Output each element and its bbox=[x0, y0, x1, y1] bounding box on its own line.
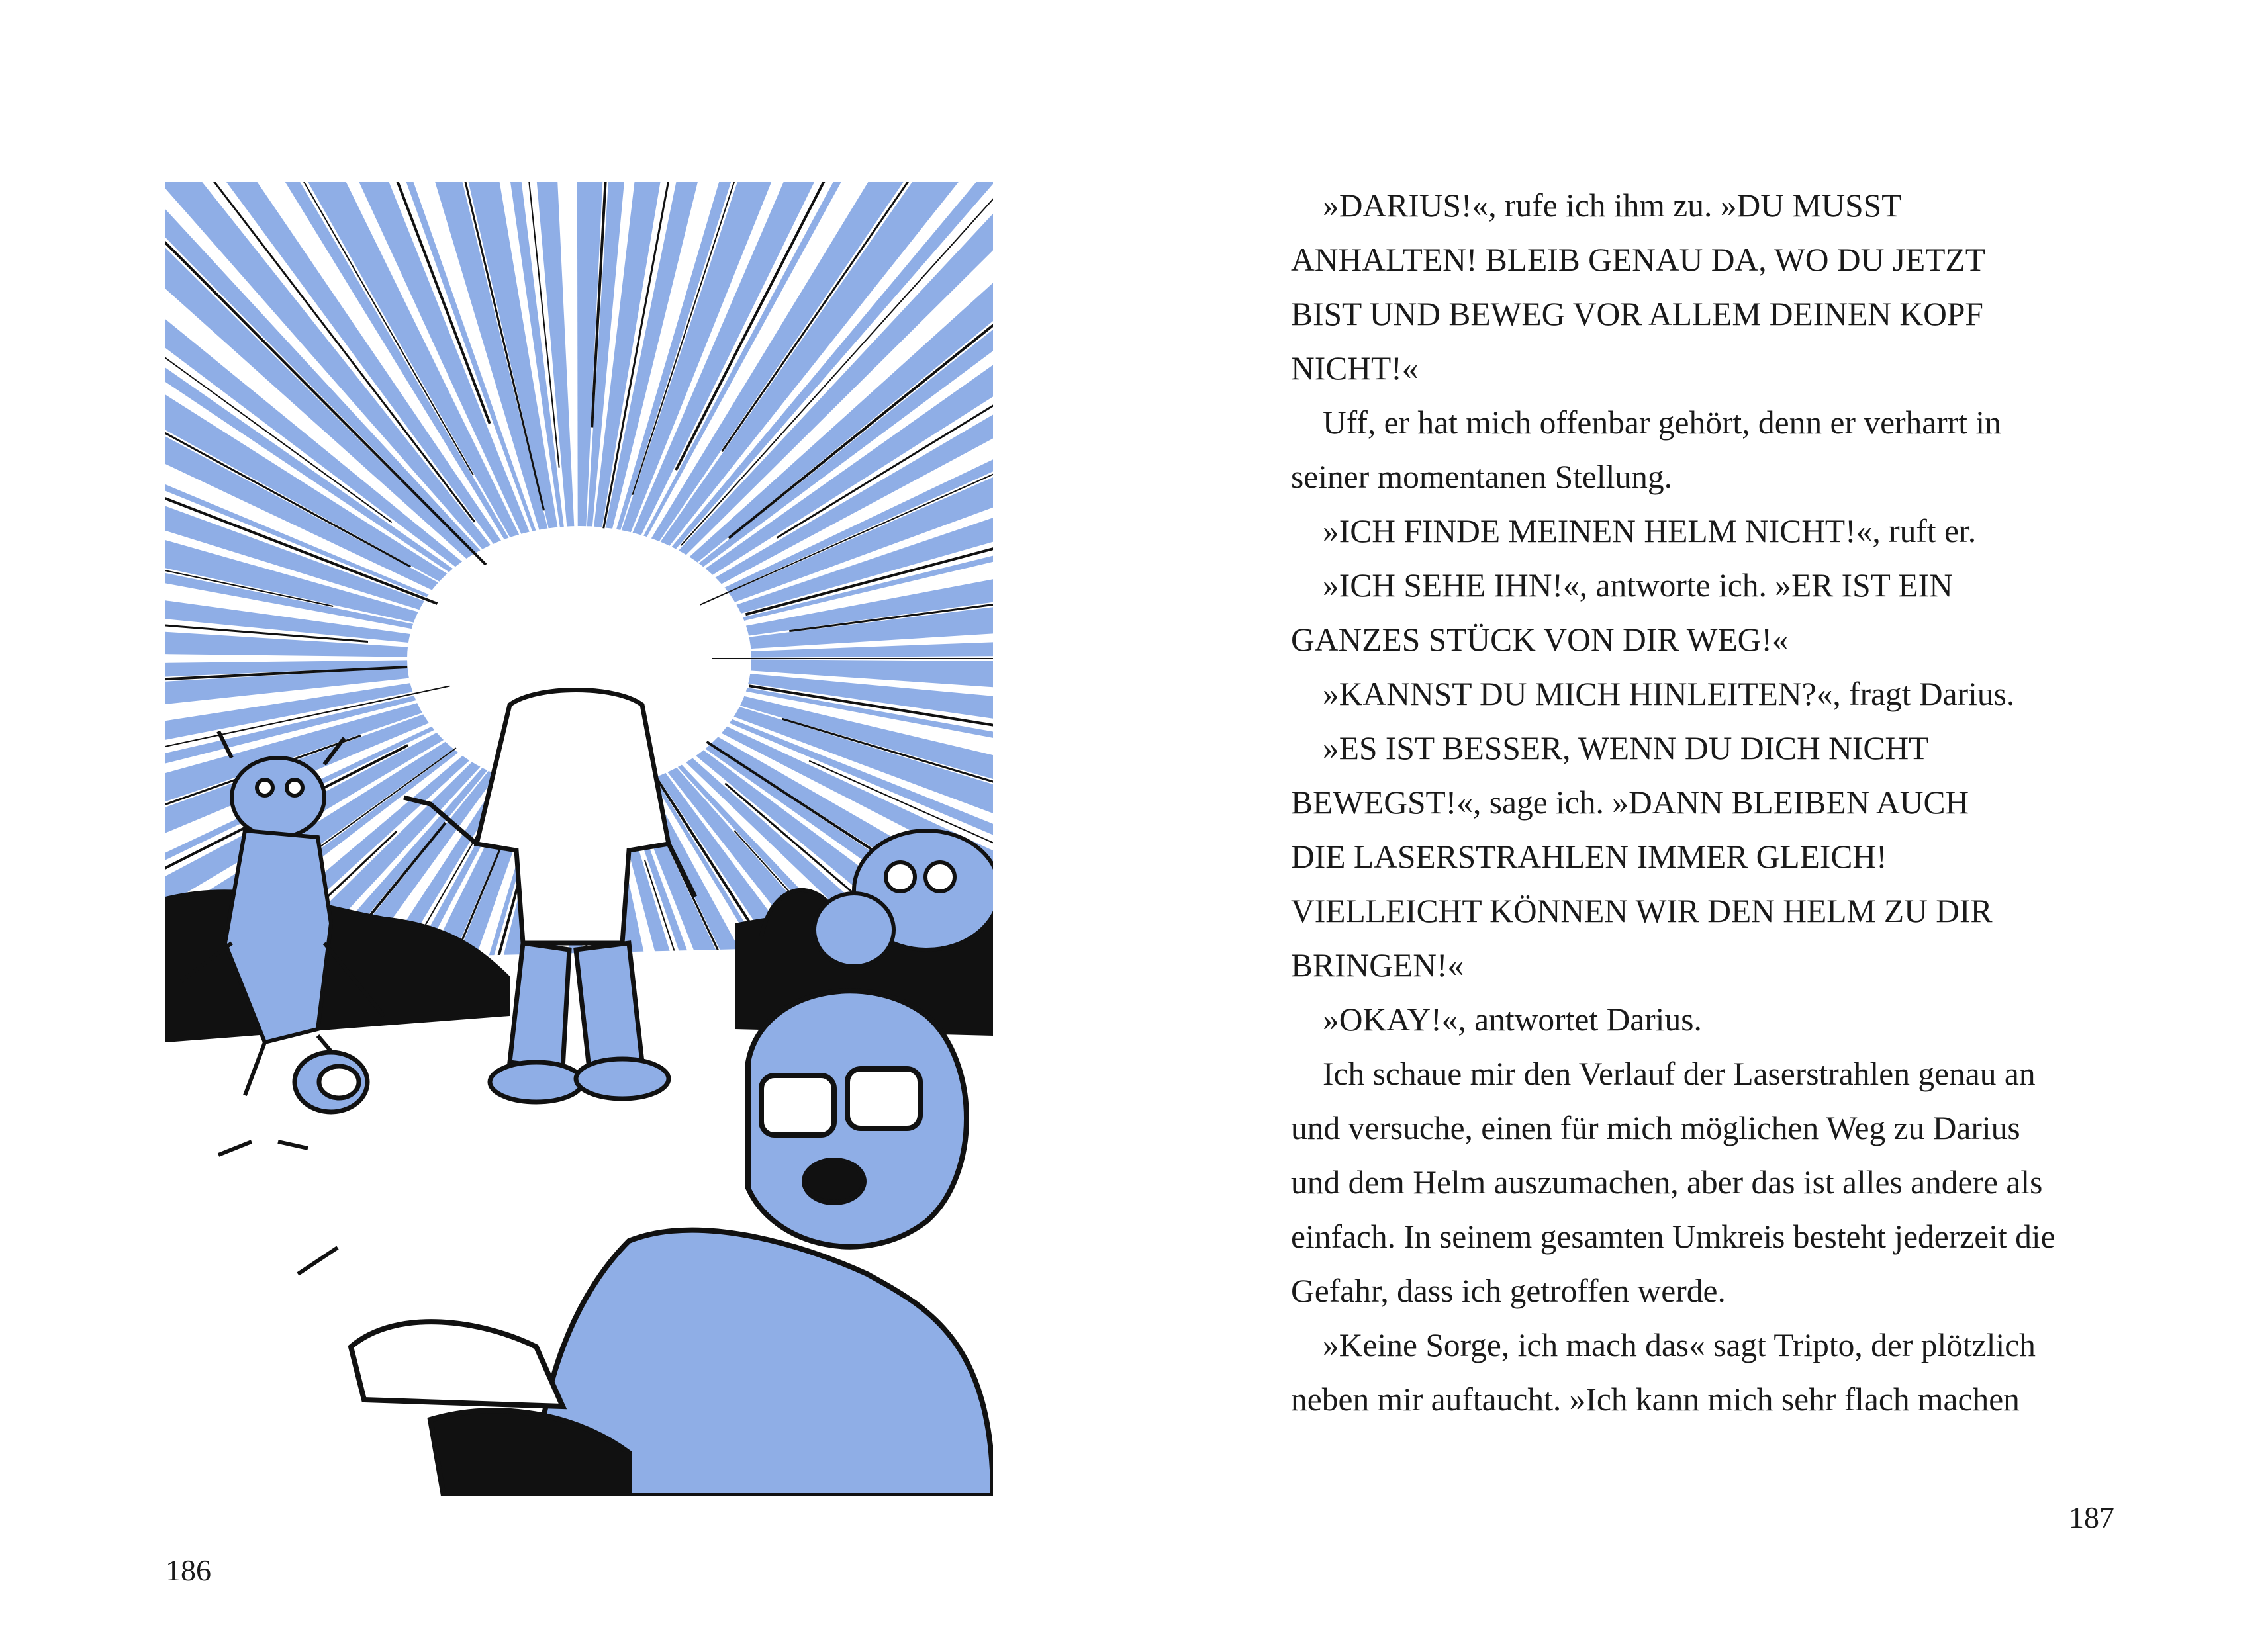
text-line: »OKAY!«, antwortet Darius. bbox=[1323, 1001, 1702, 1038]
text-line: »ICH FINDE MEINEN HELM NICHT!«, ruft er. bbox=[1323, 513, 1977, 549]
text-line: GANZES STÜCK VON DIR WEG!« bbox=[1291, 621, 1789, 658]
text-line: und versuche, einen für mich möglichen Weg zu Darius bbox=[1291, 1110, 2020, 1146]
text-line: »ES IST BESSER, WENN DU DICH NICHT bbox=[1323, 730, 1929, 766]
paragraph bbox=[1291, 667, 2132, 721]
text-line: »DARIUS!«, rufe ich ihm zu. »DU MUSST bbox=[1323, 187, 1902, 224]
text-line: BIST UND BEWEG VOR ALLEM DEINEN KOPF bbox=[1291, 296, 1983, 332]
paragraph bbox=[1291, 993, 2132, 1047]
text-line: seiner momentanen Stellung. bbox=[1291, 459, 1672, 495]
page-number-left: 186 bbox=[165, 1553, 211, 1587]
paragraph bbox=[1291, 1318, 2132, 1427]
text-line: DIE LASERSTRAHLEN IMMER GLEICH! bbox=[1291, 839, 1887, 875]
text-line: BEWEGST!«, sage ich. »DANN BLEIBEN AUCH bbox=[1291, 784, 1969, 821]
body-text bbox=[1291, 179, 2132, 1427]
text-line: »Keine Sorge, ich mach das« sagt Tripto, der plötzlich bbox=[1323, 1327, 2036, 1363]
paragraph bbox=[1291, 396, 2132, 504]
paragraph bbox=[1291, 559, 2132, 667]
text-line: NICHT!« bbox=[1291, 350, 1419, 387]
paragraph bbox=[1291, 179, 2132, 396]
text-line: Gefahr, dass ich getroffen werde. bbox=[1291, 1273, 1726, 1309]
text-line: »ICH SEHE IHN!«, antworte ich. »ER IST EIN bbox=[1323, 567, 1953, 604]
text-line: »KANNST DU MICH HINLEITEN?«, fragt Darius. bbox=[1323, 676, 2015, 712]
page-number-right: 187 bbox=[2069, 1500, 2114, 1534]
text-line: Ich schaue mir den Verlauf der Laserstrahlen genau an bbox=[1323, 1056, 2036, 1092]
text-line: ANHALTEN! BLEIB GENAU DA, WO DU JETZT bbox=[1291, 242, 1985, 278]
text-line: einfach. In seinem gesamten Umkreis besteht jederzeit die bbox=[1291, 1218, 2055, 1255]
illustration-art bbox=[165, 182, 993, 1496]
paragraph bbox=[1291, 504, 2132, 559]
text-line: BRINGEN!« bbox=[1291, 947, 1464, 983]
comic-illustration bbox=[165, 182, 993, 1496]
text-line: VIELLEICHT KÖNNEN WIR DEN HELM ZU DIR bbox=[1291, 893, 1993, 929]
text-line: neben mir auftaucht. »Ich kann mich sehr flach machen bbox=[1291, 1381, 2020, 1418]
text-line: und dem Helm auszumachen, aber das ist alles andere als bbox=[1291, 1164, 2043, 1201]
text-line: Uff, er hat mich offenbar gehört, denn er verharrt in bbox=[1323, 404, 2001, 441]
paragraph bbox=[1291, 1047, 2132, 1318]
paragraph bbox=[1291, 721, 2132, 993]
right-page bbox=[1134, 0, 2268, 1642]
helmet bbox=[295, 1052, 367, 1112]
